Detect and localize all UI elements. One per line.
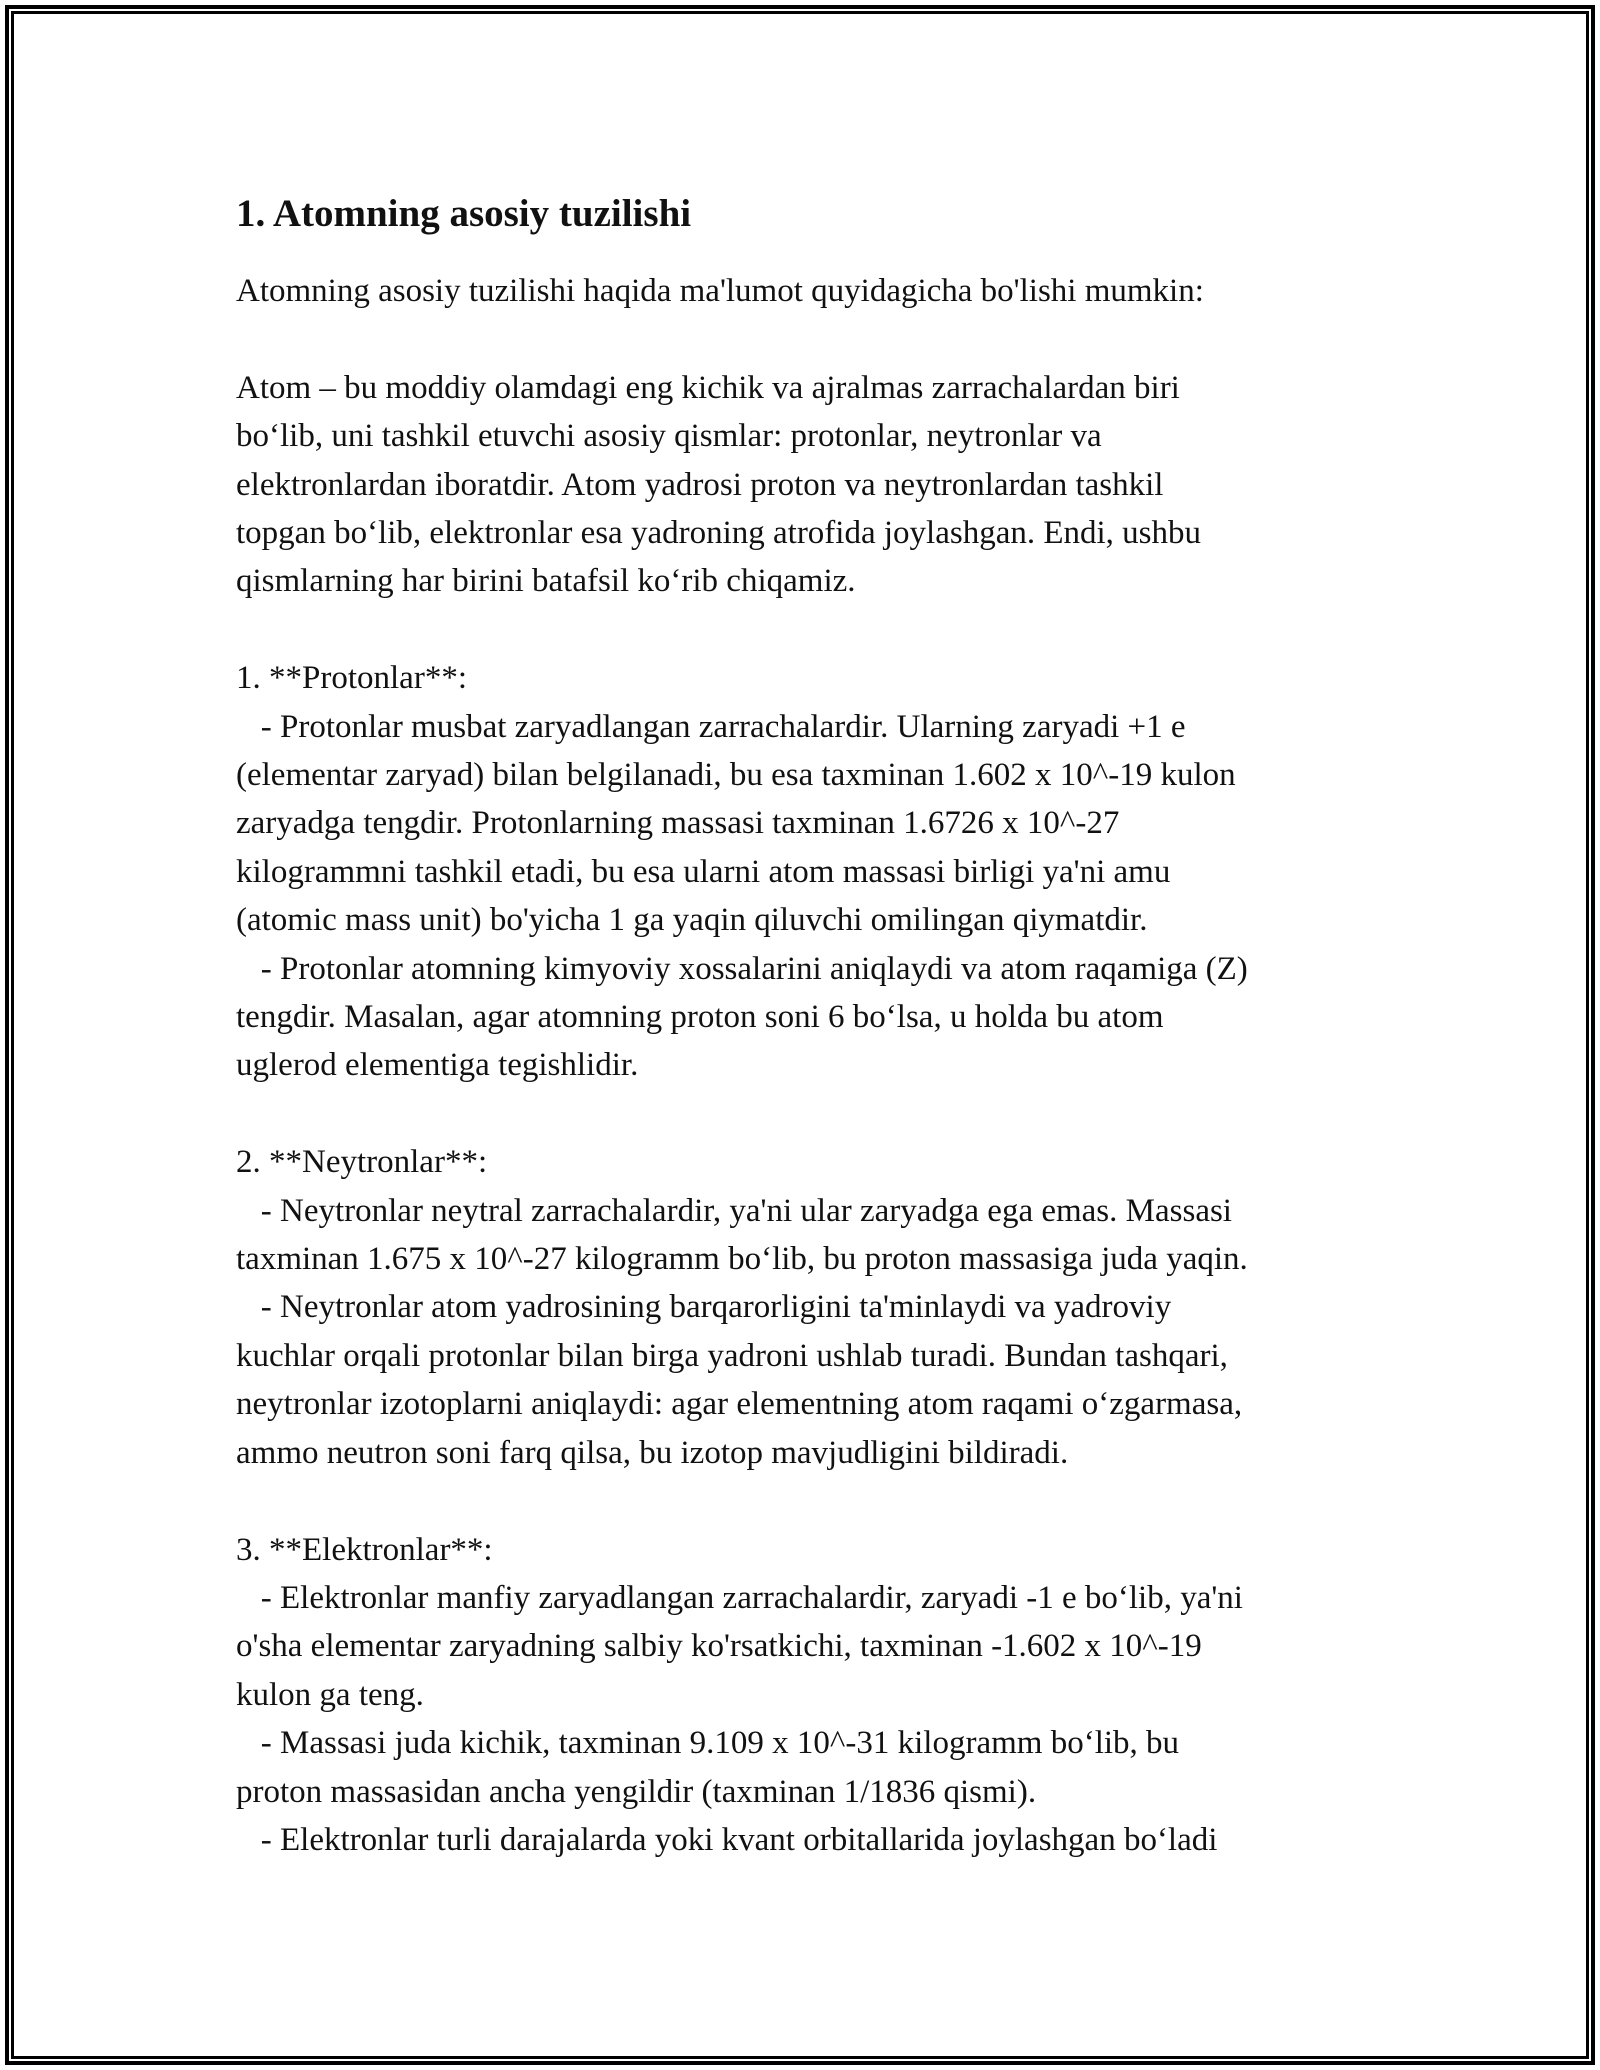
paragraph xyxy=(236,1138,1436,1477)
text-line: kuchlar orqali protonlar bilan birga yadroni ushlab turadi. Bundan tashqari, xyxy=(236,1337,1228,1374)
text-line: - Neytronlar neytral zarrachalardir, ya'ni ular zaryadga ega emas. Massasi xyxy=(236,1192,1232,1229)
text-line: - Elektronlar turli darajalarda yoki kvant orbitallarida joylashgan bo‘ladi xyxy=(236,1821,1218,1858)
paragraph xyxy=(236,654,1436,1090)
section-title: 1. Atomning asosiy tuzilishi xyxy=(236,192,692,235)
document-body xyxy=(236,190,1436,1864)
text-line: o'sha elementar zaryadning salbiy ko'rsatkichi, taxminan -1.602 x 10^-19 xyxy=(236,1628,1202,1665)
text-line: neytronlar izotoplarni aniqlaydi: agar elementning atom raqami o‘zgarmasa, xyxy=(236,1386,1243,1423)
intro-line: Atomning asosiy tuzilishi haqida ma'lumot quyidagicha bo'lishi mumkin: xyxy=(236,273,1204,309)
text-line: taxminan 1.675 x 10^-27 kilogramm bo‘lib, bu proton massasiga juda yaqin. xyxy=(236,1241,1248,1278)
text-line: kulon ga teng. xyxy=(236,1676,424,1713)
text-line: - Protonlar atomning kimyoviy xossalarini aniqlaydi va atom raqamiga (Z) xyxy=(236,950,1248,987)
text-line: elektronlardan iboratdir. Atom yadrosi proton va neytronlardan tashkil xyxy=(236,466,1164,503)
text-line: uglerod elementiga tegishlidir. xyxy=(236,1047,639,1084)
text-line: 1. **Protonlar**: xyxy=(236,660,467,697)
text-line: - Neytronlar atom yadrosining barqarorligini ta'minlaydi va yadroviy xyxy=(236,1289,1172,1326)
paragraph xyxy=(236,1526,1436,1865)
text-line: bo‘lib, uni tashkil etuvchi asosiy qismlar: protonlar, neytronlar va xyxy=(236,418,1102,455)
text-line: (atomic mass unit) bo'yicha 1 ga yaqin qiluvchi omilingan qiymatdir. xyxy=(236,902,1148,939)
text-line: - Elektronlar manfiy zaryadlangan zarrachalardir, zaryadi -1 e bo‘lib, ya'ni xyxy=(236,1579,1243,1616)
text-line: 3. **Elektronlar**: xyxy=(236,1531,493,1568)
text-line: topgan bo‘lib, elektronlar esa yadroning atrofida joylashgan. Endi, ushbu xyxy=(236,515,1202,552)
text-line: zaryadga tengdir. Protonlarning massasi taxminan 1.6726 x 10^-27 xyxy=(236,805,1120,842)
text-line: (elementar zaryad) bilan belgilanadi, bu esa taxminan 1.602 x 10^-19 kulon xyxy=(236,757,1236,794)
text-line: 2. **Neytronlar**: xyxy=(236,1144,488,1181)
text-line: ammo neutron soni farq qilsa, bu izotop mavjudligini bildiradi. xyxy=(236,1434,1069,1471)
text-line: - Protonlar musbat zaryadlangan zarrachalardir. Ularning zaryadi +1 e xyxy=(236,708,1186,745)
paragraph xyxy=(236,364,1436,606)
paragraph-list xyxy=(236,364,1436,1865)
text-line: Atom – bu moddiy olamdagi eng kichik va ajralmas zarrachalardan biri xyxy=(236,369,1180,406)
text-line: kilogrammni tashkil etadi, bu esa ularni atom massasi birligi ya'ni amu xyxy=(236,853,1171,890)
text-line: tengdir. Masalan, agar atomning proton soni 6 bo‘lsa, u holda bu atom xyxy=(236,999,1164,1036)
text-line: proton massasidan ancha yengildir (taxminan 1/1836 qismi). xyxy=(236,1773,1037,1810)
text-line: - Massasi juda kichik, taxminan 9.109 x 10^-31 kilogramm bo‘lib, bu xyxy=(236,1725,1180,1762)
text-line: qismlarning har birini batafsil ko‘rib chiqamiz. xyxy=(236,563,856,600)
